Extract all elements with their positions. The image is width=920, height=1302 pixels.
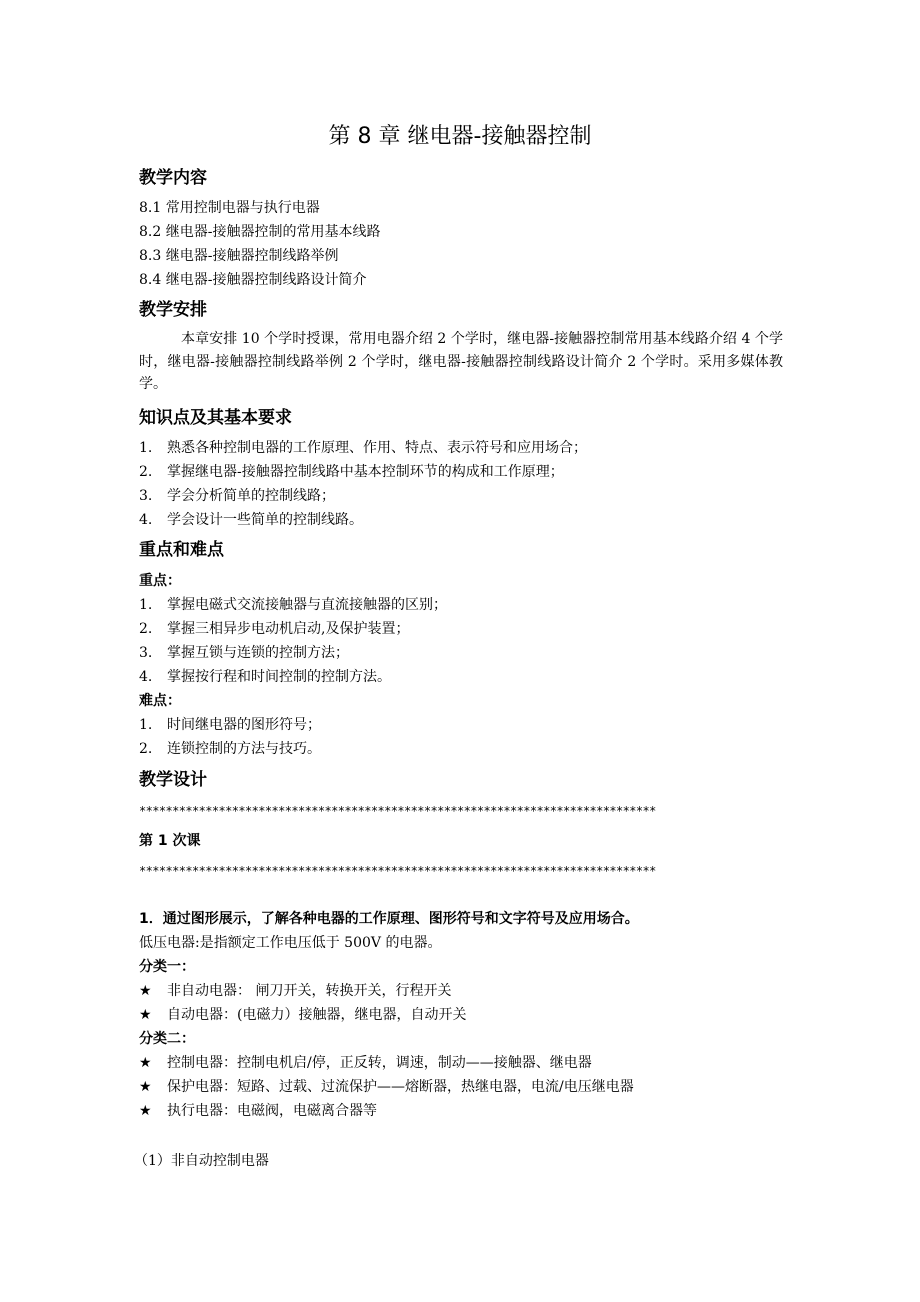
item-number: 3.	[139, 488, 153, 504]
star-icon: ★	[139, 1007, 152, 1023]
difficult-label: 难点：	[139, 693, 181, 709]
item-text: 掌握互锁与连锁的控制方法；	[167, 645, 349, 661]
content-item: 8.3 继电器-接触器控制线路举例	[139, 248, 339, 264]
item-number: 3.	[139, 645, 153, 661]
item-number: 4.	[139, 512, 153, 528]
star-icon: ★	[139, 1103, 152, 1119]
heading-teaching-design: 教学设计	[139, 770, 207, 790]
heading-teaching-arrangement: 教学安排	[139, 300, 207, 320]
difficult-item	[139, 739, 321, 759]
classification-item	[139, 1077, 634, 1097]
classification-item	[139, 981, 451, 1001]
item-text: 执行电器：电磁阀，电磁离合器等	[167, 1103, 377, 1119]
star-icon: ★	[139, 1055, 152, 1071]
item-text: 学会分析简单的控制线路；	[167, 488, 335, 504]
item-text: 掌握三相异步电动机启动,及保护装置；	[167, 621, 410, 637]
item-number: 2.	[139, 621, 153, 637]
subsection-heading: （1）非自动控制电器	[134, 1153, 269, 1169]
key-item	[139, 643, 349, 663]
content-item: 8.1 常用控制电器与执行电器	[139, 200, 320, 216]
item-number: 2.	[139, 741, 153, 757]
key-item	[139, 667, 391, 687]
classification-one-label: 分类一：	[139, 959, 195, 975]
heading-teaching-content: 教学内容	[139, 168, 207, 188]
key-item	[139, 595, 447, 615]
classification-item	[139, 1053, 592, 1073]
heading-knowledge-points: 知识点及其基本要求	[139, 408, 292, 428]
key-item	[139, 619, 409, 639]
item-text: 时间继电器的图形符号；	[167, 717, 321, 733]
star-icon: ★	[139, 983, 152, 999]
arrangement-paragraph: 本章安排 10 个学时授课，常用电器介绍 2 个学时，继电器-接触器控制常用基本线路介绍 4 个学时，继电器-接触器控制线路举例 2 个学时，继电器-接触器控制线路设计简介 2 个学时。采用多媒体教学。	[139, 331, 783, 392]
item-text: 掌握按行程和时间控制的控制方法。	[167, 669, 391, 685]
item-number: 1.	[139, 717, 153, 733]
item-text: 非自动电器： 闸刀开关，转换开关，行程开关	[167, 983, 452, 999]
item-number: 2.	[139, 464, 153, 480]
item-text: 连锁控制的方法与技巧。	[167, 741, 321, 757]
separator-line: ******************************************************************************	[139, 804, 656, 818]
knowledge-item	[139, 486, 335, 506]
knowledge-item	[139, 462, 564, 482]
item-number: 4.	[139, 669, 153, 685]
knowledge-item	[139, 510, 363, 530]
difficult-item	[139, 715, 321, 735]
classification-two-label: 分类二：	[139, 1031, 195, 1047]
classification-item	[139, 1005, 466, 1025]
key-label: 重点：	[139, 573, 181, 589]
topic-heading: 1．通过图形展示，了解各种电器的工作原理、图形符号和文字符号及应用场合。	[139, 911, 639, 927]
item-text: 熟悉各种控制电器的工作原理、作用、特点、表示符号和应用场合；	[167, 440, 587, 456]
item-number: 1.	[139, 440, 153, 456]
star-icon: ★	[139, 1079, 152, 1095]
chapter-title: 第 8 章 继电器-接触器控制	[328, 124, 592, 149]
item-text: 控制电器：控制电机启/停，正反转，调速，制动——接触器、继电器	[167, 1055, 592, 1071]
item-text: 掌握继电器-接触器控制线路中基本控制环节的构成和工作原理；	[167, 464, 564, 480]
knowledge-item	[139, 438, 587, 458]
heading-key-and-difficult: 重点和难点	[139, 540, 224, 560]
lesson-label: 第 1 次课	[139, 833, 201, 849]
item-text: 自动电器：(电磁力）接触器，继电器，自动开关	[167, 1007, 467, 1023]
item-text: 掌握电磁式交流接触器与直流接触器的区别；	[167, 597, 447, 613]
content-item: 8.4 继电器-接触器控制线路设计简介	[139, 272, 367, 288]
item-number: 1.	[139, 597, 153, 613]
separator-line: ******************************************************************************	[139, 864, 656, 878]
low-voltage-definition: 低压电器:是指额定工作电压低于 500V 的电器。	[139, 935, 442, 951]
classification-item	[139, 1101, 377, 1121]
content-item: 8.2 继电器-接触器控制的常用基本线路	[139, 224, 381, 240]
item-text: 学会设计一些简单的控制线路。	[167, 512, 363, 528]
item-text: 保护电器：短路、过载、过流保护——熔断器，热继电器，电流/电压继电器	[167, 1079, 634, 1095]
